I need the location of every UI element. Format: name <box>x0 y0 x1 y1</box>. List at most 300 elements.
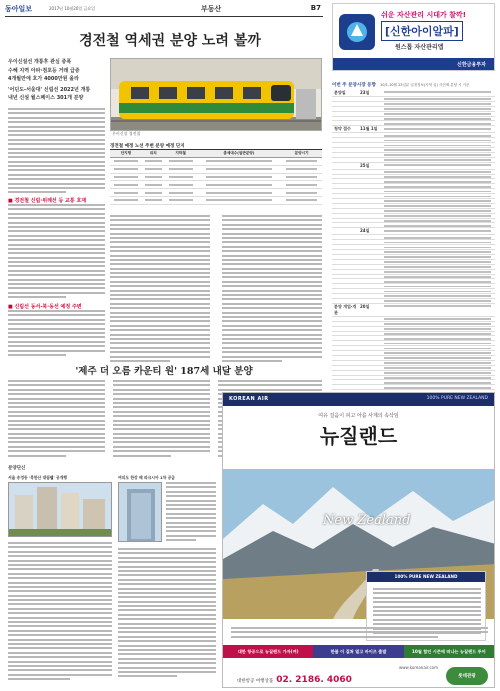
text-line <box>8 112 105 114</box>
text-line <box>222 312 322 314</box>
ad-fineprint <box>231 627 488 640</box>
text-line <box>110 320 210 322</box>
page-header <box>5 3 323 17</box>
text-line <box>231 627 488 629</box>
table-cell <box>142 196 165 204</box>
article-headline: 경전철 역세권 분양 노려 볼까 <box>79 33 261 49</box>
text-line <box>118 631 216 633</box>
text-line <box>8 389 105 391</box>
text-line <box>222 303 322 305</box>
text-line <box>166 517 216 519</box>
text-line <box>118 561 216 563</box>
text-line <box>110 285 210 287</box>
text-line <box>8 345 105 347</box>
text-line <box>8 441 105 443</box>
text-line <box>222 281 322 283</box>
text-line <box>222 325 322 327</box>
text-line <box>8 546 112 548</box>
table-cell <box>165 165 197 173</box>
text-line <box>166 526 216 528</box>
ad-url[interactable]: www.koreanair.com <box>399 665 438 670</box>
schedule-row <box>332 162 495 169</box>
text-line <box>373 623 481 625</box>
text-line <box>8 126 105 128</box>
text-line <box>8 261 105 263</box>
text-line <box>8 608 112 610</box>
text-line <box>8 428 105 430</box>
table-cell <box>142 165 165 173</box>
phone-number: 02. 2186. 4060 <box>276 675 352 685</box>
text-line <box>8 384 105 386</box>
text-line <box>8 630 112 632</box>
text-line <box>166 491 216 493</box>
text-line <box>231 631 488 633</box>
text-line <box>110 215 210 217</box>
text-line <box>8 455 66 457</box>
article-body <box>166 482 216 543</box>
schedule-side: 분양일 <box>332 90 358 97</box>
text-line <box>373 601 481 603</box>
table-row <box>110 158 322 166</box>
article-body <box>118 548 216 680</box>
table-cell <box>197 189 282 197</box>
text-line <box>8 328 105 330</box>
ad-title: 뉴질랜드 <box>319 424 398 448</box>
text-line <box>8 586 112 588</box>
text-line <box>222 246 322 248</box>
text-line <box>110 360 170 362</box>
text-line <box>110 316 210 318</box>
text-line <box>8 165 105 167</box>
table-cell <box>165 181 197 189</box>
text-line <box>8 178 105 180</box>
table-cell <box>110 173 142 181</box>
text-line <box>222 255 322 257</box>
text-line <box>222 307 322 309</box>
text-line <box>113 393 210 395</box>
text-line <box>110 255 210 257</box>
article-body <box>8 380 105 459</box>
text-line <box>8 625 112 627</box>
text-line <box>222 268 322 270</box>
text-line <box>118 605 216 607</box>
article-sub: 수혜 지역 아파·점포등 거래 급증 <box>8 68 80 74</box>
box-title: 100% PURE NEW ZEALAND <box>367 572 485 582</box>
schedule-row <box>332 126 495 133</box>
newspaper-logo: 동아일보 <box>5 5 33 13</box>
table-cell <box>110 189 142 197</box>
text-line <box>8 590 112 592</box>
text-line <box>118 675 177 677</box>
text-line <box>8 603 112 605</box>
text-line <box>118 649 216 651</box>
col-header: 총세대수(일반분양) <box>197 150 282 158</box>
phone-label: 대한항공 여행상품 <box>237 679 274 684</box>
text-line <box>373 606 481 608</box>
text-line <box>8 287 105 289</box>
text-line <box>8 617 112 619</box>
ad-band-item: 한불 이 걸쳐 열고 바이즈 출발 <box>313 645 403 658</box>
table-title: 경전철 예정 노선 주변 분양 예정 단지 <box>110 144 185 149</box>
text-line <box>113 380 210 382</box>
text-line <box>166 508 216 510</box>
article-body <box>113 380 210 459</box>
airline-tag: 100% PURE NEW ZEALAND <box>426 396 488 401</box>
train-photo <box>110 58 322 131</box>
text-line <box>110 281 210 283</box>
apartment-photo <box>8 482 112 537</box>
page-number: B7 <box>310 4 321 12</box>
text-line <box>8 555 112 557</box>
table-cell <box>197 181 282 189</box>
article-body <box>8 108 105 196</box>
table-cell <box>281 165 322 173</box>
text-line <box>8 437 105 439</box>
text-line <box>8 678 70 680</box>
schedule-row <box>332 228 495 235</box>
text-line <box>8 310 105 312</box>
text-line <box>8 235 105 237</box>
section-tag: 분양단신 <box>8 466 26 471</box>
text-line <box>8 336 105 338</box>
text-line <box>8 411 105 413</box>
text-line <box>222 320 322 322</box>
article2-headline: '제주 더 오름 카운티 원' 187세 내달 분양 <box>75 366 253 377</box>
text-line <box>113 415 210 417</box>
text-line <box>166 486 216 488</box>
text-line <box>222 219 322 221</box>
text-line <box>222 316 322 318</box>
text-line <box>110 351 210 353</box>
text-line <box>8 134 105 136</box>
text-line <box>8 161 105 163</box>
text-line <box>222 228 322 230</box>
text-line <box>118 662 216 664</box>
text-line <box>166 539 196 541</box>
text-line <box>8 595 112 597</box>
text-line <box>8 433 105 435</box>
text-line <box>110 228 210 230</box>
text-line <box>110 241 210 243</box>
text-line <box>222 294 322 296</box>
text-line <box>166 495 216 497</box>
table-row <box>110 189 322 197</box>
table-cell <box>197 158 282 166</box>
text-line <box>110 259 210 261</box>
text-line <box>110 334 210 336</box>
text-line <box>8 643 112 645</box>
text-line <box>8 420 105 422</box>
table-cell <box>281 189 322 197</box>
text-line <box>113 437 210 439</box>
article-body <box>222 215 322 364</box>
text-line <box>113 424 210 426</box>
text-line <box>8 143 105 145</box>
text-line <box>8 634 112 636</box>
text-line <box>118 566 216 568</box>
text-line <box>222 351 322 353</box>
photo-caption: 여의도 한강 배 파크시아 1차 공급 <box>118 475 175 480</box>
text-line <box>231 636 385 638</box>
table-cell <box>165 173 197 181</box>
text-line <box>8 152 105 154</box>
text-line <box>222 360 282 362</box>
text-line <box>118 596 216 598</box>
text-line <box>166 530 216 532</box>
text-line <box>110 233 210 235</box>
text-line <box>113 428 210 430</box>
text-line <box>8 239 105 241</box>
text-line <box>8 244 105 246</box>
text-line <box>110 303 210 305</box>
issue-date: 2017년 10월20일 금요일 <box>49 6 96 11</box>
article-sub: 우이신설선 개통후 관심 증폭 <box>8 59 72 65</box>
text-line <box>118 636 216 638</box>
col-header: 분양시기 <box>281 150 322 158</box>
table-cell <box>281 181 322 189</box>
schedule-side <box>332 162 358 169</box>
text-line <box>218 380 322 382</box>
text-line <box>113 411 210 413</box>
shinhan-logo-icon <box>337 12 377 52</box>
col-header: 위치 <box>142 150 165 158</box>
text-line <box>8 652 112 654</box>
ad-band-item: 대한 항공으로 뉴질랜드 가자(여) <box>223 645 313 658</box>
text-line <box>222 285 322 287</box>
schedule-table <box>332 90 495 420</box>
tour-badge: 롯데관광 <box>446 667 488 685</box>
text-line <box>8 568 112 570</box>
text-line <box>8 274 105 276</box>
text-line <box>118 570 216 572</box>
text-line <box>8 350 105 352</box>
ad-script-title: New Zealand <box>323 513 411 528</box>
text-line <box>222 237 322 239</box>
ad-bank: 신한금융투자 <box>457 62 486 68</box>
text-line <box>8 661 112 663</box>
text-line <box>8 323 105 325</box>
schedule-date: 23일 <box>358 90 384 97</box>
text-line <box>222 263 322 265</box>
text-line <box>110 219 210 221</box>
shinhan-ad[interactable] <box>332 3 495 71</box>
article-body <box>8 204 105 301</box>
text-line <box>110 263 210 265</box>
text-line <box>118 574 216 576</box>
text-line <box>8 380 105 382</box>
text-line <box>222 338 322 340</box>
article-body <box>110 215 210 364</box>
text-line <box>8 656 112 658</box>
text-line <box>118 601 216 603</box>
article-body <box>8 310 105 358</box>
text-line <box>166 482 216 484</box>
text-line <box>8 191 66 193</box>
text-line <box>222 356 322 358</box>
text-line <box>8 446 105 448</box>
text-line <box>118 557 216 559</box>
text-line <box>8 117 105 119</box>
schedule-side: 청약 접수 <box>332 126 358 133</box>
complex-table <box>110 149 322 205</box>
text-line <box>8 169 105 171</box>
text-line <box>118 552 216 554</box>
text-line <box>8 270 105 272</box>
schedule-date: 20일 <box>358 303 384 316</box>
text-line <box>8 314 105 316</box>
text-line <box>8 415 105 417</box>
table-cell <box>281 196 322 204</box>
table-cell <box>197 165 282 173</box>
text-line <box>373 619 481 621</box>
text-line <box>118 667 216 669</box>
text-line <box>218 384 322 386</box>
text-line <box>8 279 105 281</box>
text-line <box>110 347 210 349</box>
schedule-side <box>332 228 358 235</box>
text-line <box>113 446 210 448</box>
newzealand-ad[interactable] <box>222 392 495 688</box>
ad-phone <box>237 675 352 685</box>
text-line <box>110 246 210 248</box>
text-line <box>8 450 105 452</box>
text-line <box>113 384 210 386</box>
text-line <box>8 292 105 294</box>
table-cell <box>165 158 197 166</box>
schedule-row <box>332 303 495 316</box>
ad-top-bar <box>223 393 494 406</box>
text-line <box>113 455 171 457</box>
text-line <box>8 208 105 210</box>
article-sub: 내년 신설 월스페이스 301개 분양 <box>8 95 84 101</box>
table-cell <box>281 173 322 181</box>
text-line <box>8 564 112 566</box>
text-line <box>8 183 105 185</box>
text-line <box>8 319 105 321</box>
text-line <box>8 639 112 641</box>
text-line <box>110 224 210 226</box>
text-line <box>113 389 210 391</box>
text-line <box>110 290 210 292</box>
text-line <box>113 398 210 400</box>
text-line <box>373 610 481 612</box>
text-line <box>118 548 216 550</box>
text-line <box>166 504 216 506</box>
text-line <box>8 542 112 544</box>
text-line <box>8 108 105 110</box>
text-line <box>8 582 112 584</box>
text-line <box>118 658 216 660</box>
text-line <box>8 226 105 228</box>
text-line <box>373 592 481 594</box>
text-line <box>118 614 216 616</box>
table-cell <box>110 181 142 189</box>
col-header: 단지명 <box>110 150 142 158</box>
text-line <box>222 276 322 278</box>
article-subhead: ■ 신림선 동서-북·동선 예정 주변 <box>8 304 82 310</box>
ad-product: [신한아이알파] <box>381 21 463 41</box>
text-line <box>110 329 210 331</box>
text-line <box>222 224 322 226</box>
text-line <box>113 402 210 404</box>
ad-band-item: 10월 할인 시즌에 떠나는 뉴질랜드 투어 <box>404 645 494 658</box>
text-line <box>8 665 112 667</box>
photo-caption: 우이신설 경전철 <box>112 131 141 136</box>
airline-name: KOREAN AIR <box>229 396 269 402</box>
text-line <box>8 402 105 404</box>
text-line <box>166 500 216 502</box>
col-header: 지하철 <box>165 150 197 158</box>
text-line <box>113 441 210 443</box>
text-line <box>8 222 105 224</box>
text-line <box>222 342 322 344</box>
text-line <box>8 674 112 676</box>
schedule-entry <box>384 228 495 235</box>
ad-bar <box>333 58 494 70</box>
article-sub: '어딘도-서울대' 신림선 2022년 개통 <box>8 87 91 93</box>
text-line <box>222 334 322 336</box>
text-line <box>8 424 105 426</box>
text-line <box>8 265 105 267</box>
text-line <box>222 272 322 274</box>
schedule-note: 10/1-10월 23일분 일정정보(지역 일) 사전제 분양 시 기준 <box>380 83 470 87</box>
text-line <box>8 354 66 356</box>
text-line <box>8 252 105 254</box>
article-sub: 4개월만에 호가 4000만원 올라 <box>8 76 79 82</box>
text-line <box>118 579 216 581</box>
text-line <box>166 513 216 515</box>
text-line <box>8 217 105 219</box>
table-row <box>110 165 322 173</box>
table-row <box>110 173 322 181</box>
text-line <box>218 389 322 391</box>
table-cell <box>110 165 142 173</box>
text-line <box>8 647 112 649</box>
table-cell <box>197 173 282 181</box>
text-line <box>222 329 322 331</box>
text-line <box>110 237 210 239</box>
text-line <box>222 290 322 292</box>
text-line <box>373 588 481 590</box>
ad-sub: 원스톱 자산관리앱 <box>395 44 444 51</box>
schedule-date: 24일 <box>358 228 384 235</box>
text-line <box>8 560 112 562</box>
text-line <box>118 592 216 594</box>
schedule-entry <box>384 126 495 133</box>
text-line <box>222 347 322 349</box>
table-row <box>110 196 322 204</box>
text-line <box>8 213 105 215</box>
text-line <box>110 276 210 278</box>
text-line <box>113 433 210 435</box>
table-cell <box>142 158 165 166</box>
text-line <box>8 398 105 400</box>
table-cell <box>110 158 142 166</box>
text-line <box>113 450 210 452</box>
text-line <box>8 130 105 132</box>
text-line <box>166 535 216 537</box>
schedule-entry <box>384 303 495 316</box>
text-line <box>8 393 105 395</box>
text-line <box>8 551 112 553</box>
text-line <box>118 653 216 655</box>
text-line <box>8 121 105 123</box>
table-cell <box>142 189 165 197</box>
table-cell <box>142 173 165 181</box>
text-line <box>110 294 210 296</box>
text-line <box>110 307 210 309</box>
text-line <box>8 174 105 176</box>
